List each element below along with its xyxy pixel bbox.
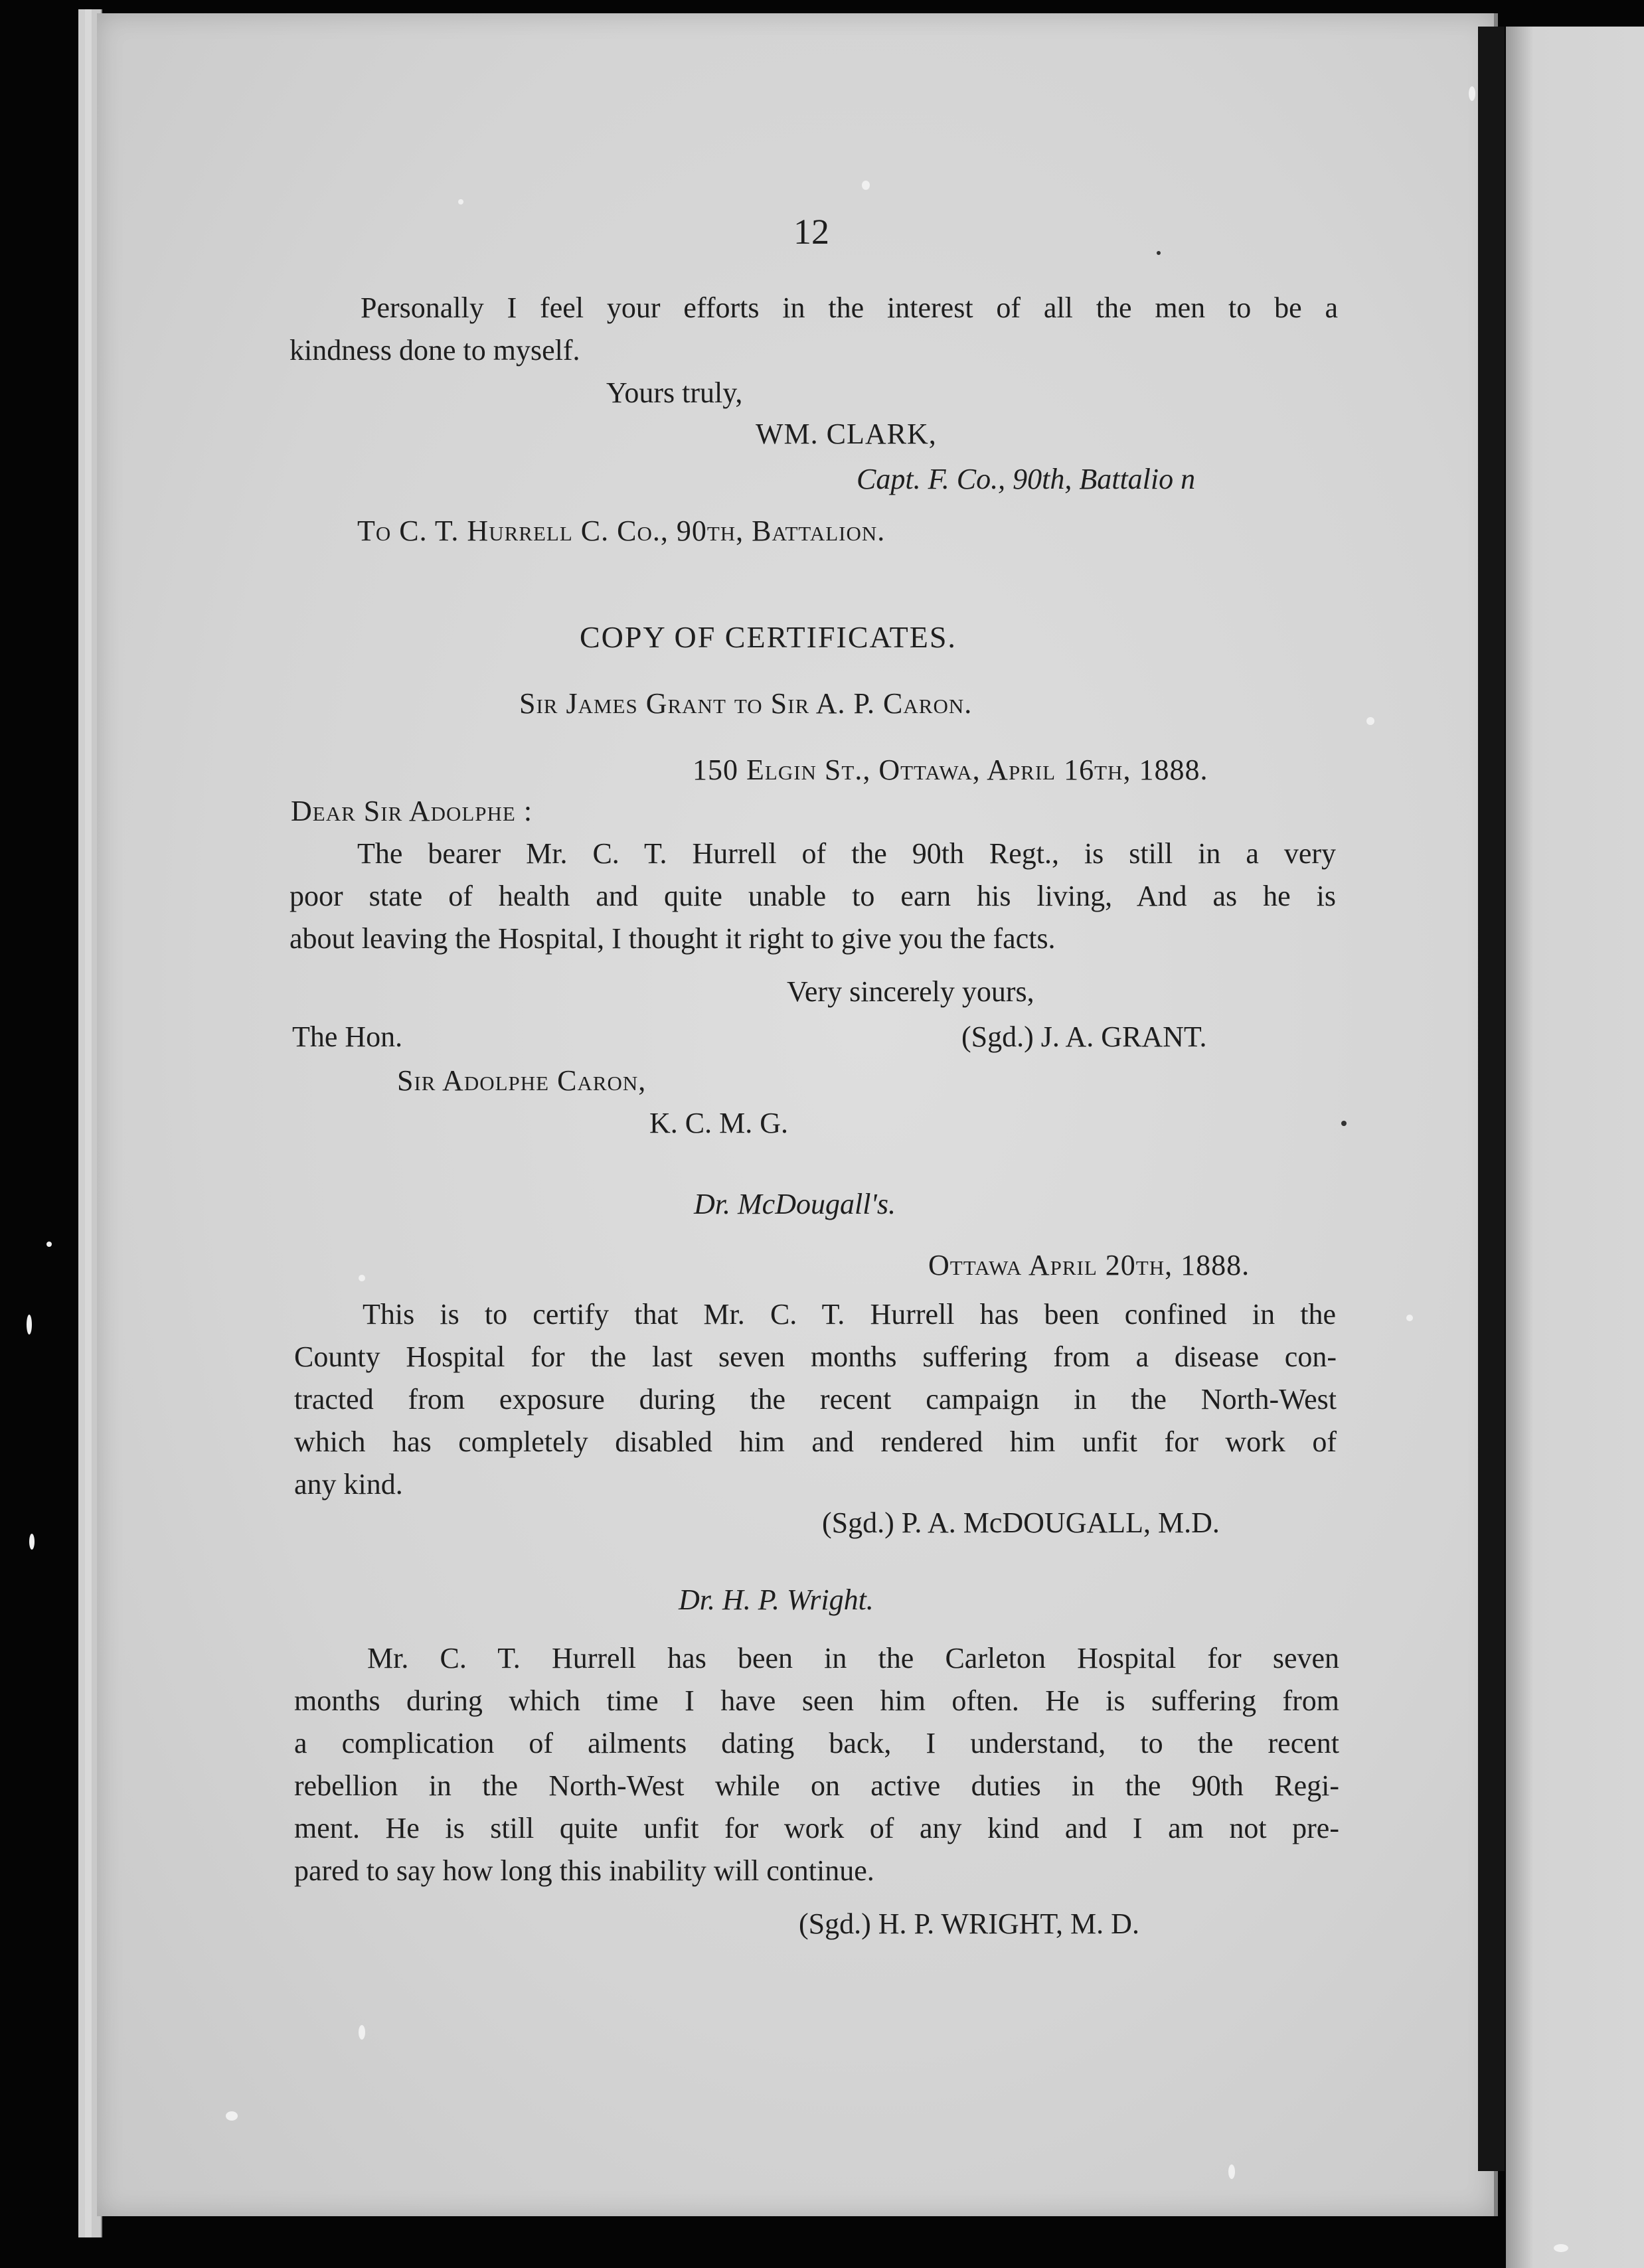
dust-speck [27,1315,32,1335]
letter-closing: Very sincerely yours, [787,975,1034,1008]
certificate-heading: Dr. McDougall's. [694,1188,896,1220]
dust-speck [29,1534,35,1550]
paragraph-line: about leaving the Hospital, I thought it right to give you the facts. [289,922,1056,955]
paragraph-line: Personally I feel your efforts in the interest of all the men to be a [361,291,1338,324]
dust-speck [359,2025,365,2040]
dust-speck [1554,2244,1568,2252]
adjacent-page-edge [1506,27,1644,2268]
paragraph-line: any kind. [294,1468,403,1500]
recipient-name: Sir Adolphe Caron, [397,1064,647,1097]
dust-speck [1228,2164,1235,2179]
dust-speck [1406,1315,1413,1321]
address-date: 150 Elgin St., Ottawa, April 16th, 1888. [693,754,1208,786]
paragraph-line: months during which time I have seen him often. He is suffering from [294,1684,1339,1717]
signer-name: WM. CLARK, [756,418,937,450]
dust-speck [458,199,463,204]
book-gutter [1478,27,1505,2171]
signer-title: Capt. F. Co., 90th, Battalio n [857,463,1196,495]
dust-speck [1469,86,1475,101]
recipient-prefix: The Hon. [292,1020,403,1053]
letter-closing: Yours truly, [606,376,743,409]
dust-speck [862,181,870,190]
paragraph-line: which has completely disabled him and rendered him unfit for work of [294,1425,1337,1458]
signature: (Sgd.) J. A. GRANT. [961,1020,1207,1053]
paragraph-line: ment. He is still quite unfit for work of any kind and I am not pre- [294,1812,1339,1844]
dust-speck [1366,717,1374,725]
paragraph-line: Mr. C. T. Hurrell has been in the Carleton Hospital for seven [367,1642,1339,1674]
letter-addressee: To C. T. Hurrell C. Co., 90th, Battalion. [357,515,886,547]
paragraph-line: The bearer Mr. C. T. Hurrell of the 90th Regt., is still in a very [357,837,1336,870]
certificate-date: Ottawa April 20th, 1888. [928,1249,1250,1281]
salutation: Dear Sir Adolphe : [291,795,533,827]
dust-speck [46,1242,52,1247]
paragraph-line: rebellion in the North-West while on active duties in the 90th Regi- [294,1769,1339,1802]
paragraph-line: pared to say how long this inability will continue. [294,1854,874,1887]
dust-speck [359,1275,365,1281]
signature: (Sgd.) H. P. WRIGHT, M. D. [799,1907,1139,1940]
dust-speck [226,2111,238,2121]
dust-speck [1341,1121,1347,1126]
page-number: 12 [793,212,829,252]
paragraph-line: a complication of ailments dating back, I understand, to the recent [294,1727,1339,1759]
letter-subheading: Sir James Grant to Sir A. P. Caron. [519,687,973,720]
certificate-heading: Dr. H. P. Wright. [679,1583,874,1616]
dust-speck [1157,251,1161,255]
paragraph-line: County Hospital for the last seven months suffering from a disease con- [294,1340,1337,1373]
paragraph-line: This is to certify that Mr. C. T. Hurrell has been confined in the [363,1298,1336,1331]
recipient-title: K. C. M. G. [649,1107,789,1139]
paragraph-line: tracted from exposure during the recent campaign in the North-West [294,1383,1337,1416]
section-heading: COPY OF CERTIFICATES. [580,620,957,654]
paragraph-line: kindness done to myself. [289,334,580,366]
signature: (Sgd.) P. A. McDOUGALL, M.D. [822,1506,1220,1539]
paragraph-line: poor state of health and quite unable to earn his living, And as he is [289,880,1336,912]
